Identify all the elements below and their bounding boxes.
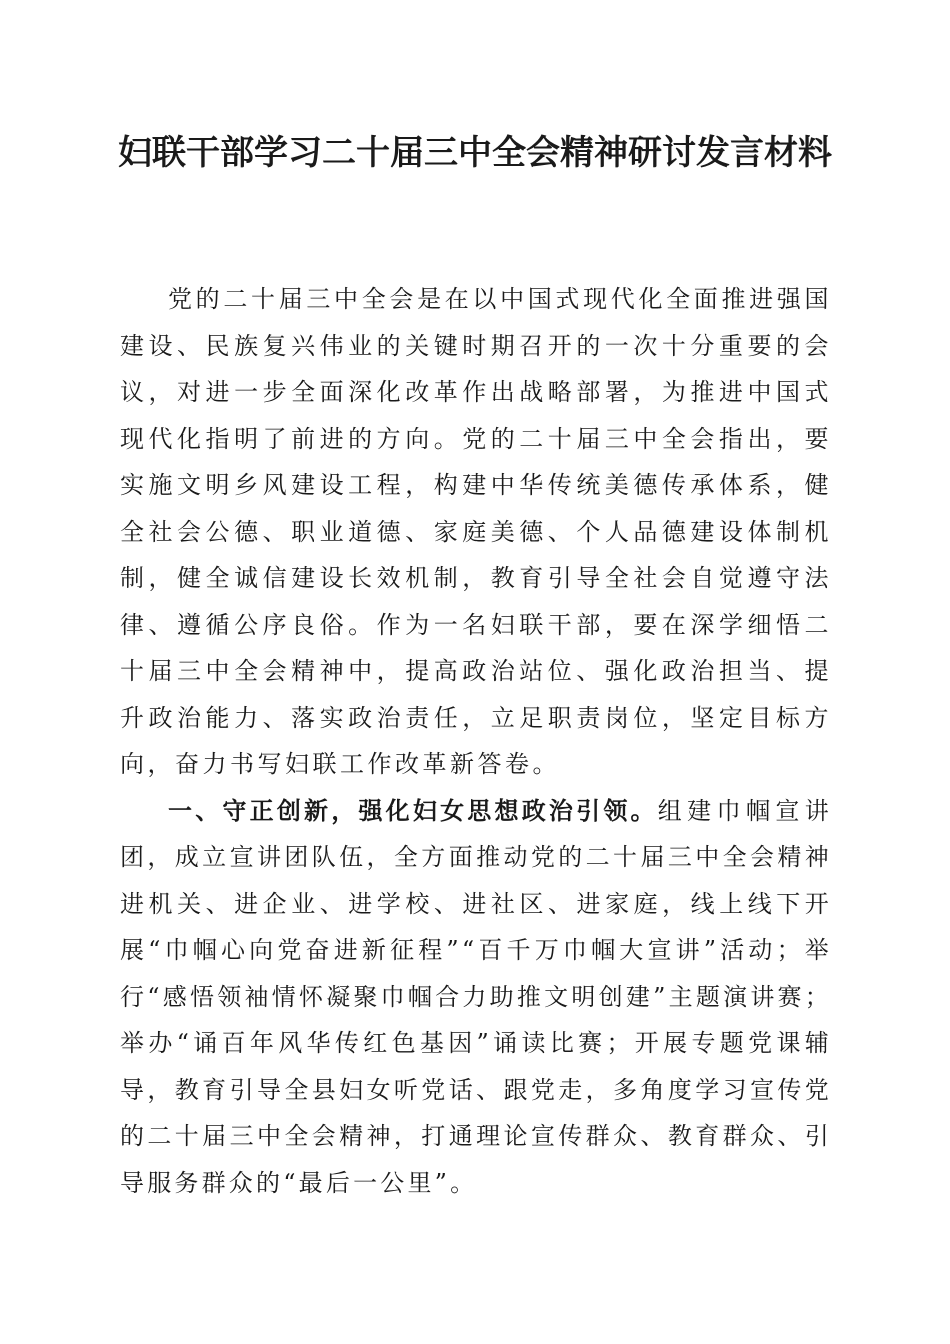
document-body xyxy=(120,276,832,1206)
intro-paragraph: 党的二十届三中全会是在以中国式现代化全面推进强国建设、民族复兴伟业的关键时期召开的一次十分重要的会议，对进一步全面深化改革作出战略部署，为推进中国式现代化指明了前进的方向。党的二十届三中全会指出，要实施文明乡风建设工程，构建中华传统美德传承体系，健全社会公德、职业道德、家庭美德、个人品德建设体制机制，健全诚信建设长效机制，教育引导全社会自觉遵守法律、遵循公序良俗。作为一名妇联干部，要在深学细悟二十届三中全会精神中，提高政治站位、强化政治担当、提升政治能力、落实政治责任，立足职责岗位，坚定目标方向，奋力书写妇联工作改革新答卷。 xyxy=(120,285,832,778)
section-1-paragraph xyxy=(120,788,832,1207)
document-title: 妇联干部学习二十届三中全会精神研讨发言材料 xyxy=(118,133,832,173)
section-1-heading: 一、守正创新，强化妇女思想政治引领。 xyxy=(168,796,658,825)
section-1-text: 组建巾帼宣讲团，成立宣讲团队伍，全方面推动党的二十届三中全会精神进机关、进企业、进学校、进社区、进家庭，线上线下开展“巾帼心向党奋进新征程”“百千万巾帼大宣讲”活动；举行“感悟领袖情怀凝聚巾帼合力助推文明创建”主题演讲赛；举办“诵百年风华传红色基因”诵读比赛；开展专题党课辅导，教育引导全县妇女听党话、跟党走，多角度学习宣传党的二十届三中全会精神，打通理论宣传群众、教育群众、引导服务群众的“最后一公里”。 xyxy=(120,796,833,1197)
